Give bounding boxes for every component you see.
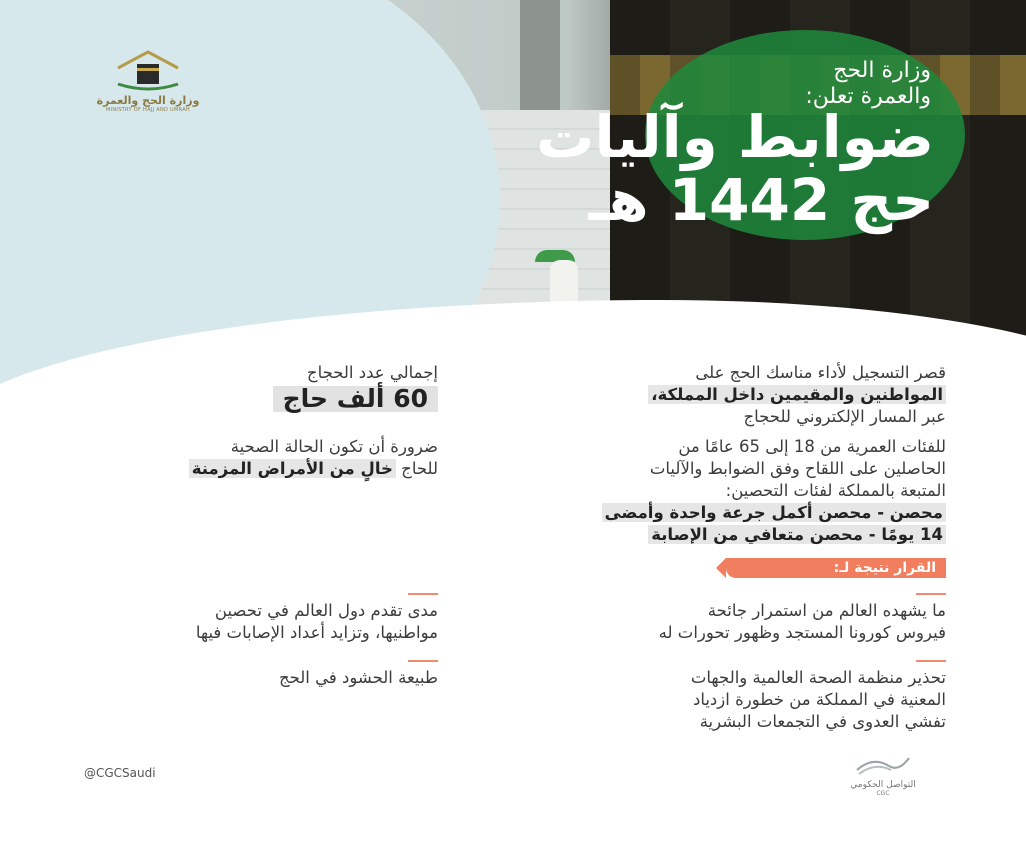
reason-item: [88, 667, 438, 689]
logo-arabic-text: وزارة الحج والعمرة: [96, 94, 200, 107]
text-line-bold: خالٍ من الأمراض المزمنة: [189, 459, 396, 478]
total-label: إجمالي عدد الحجاج: [306, 363, 438, 382]
divider: [916, 593, 946, 595]
text-line: الحاصلين على اللقاح وفق الضوابط والآليات: [649, 459, 946, 478]
text-line: للفئات العمرية من 18 إلى 65 عامًا من: [678, 437, 946, 456]
ministry-logo: [88, 48, 208, 113]
divider: [916, 660, 946, 662]
text-line-bold: المواطنين والمقيمين داخل المملكة،: [648, 385, 946, 404]
kaaba-logo-icon: [113, 48, 183, 94]
divider: [408, 593, 438, 595]
announce-line: وزارة الحج: [833, 58, 931, 83]
text-line: تفشي العدوى في التجمعات البشرية: [699, 712, 946, 731]
text-line: مواطنيها، وتزايد أعداد الإصابات فيها: [195, 623, 438, 642]
text-line: المتبعة بالمملكة لفئات التحصين:: [725, 481, 946, 500]
text-line: مدى تقدم دول العالم في تحصين: [214, 601, 438, 620]
text-line: قصر التسجيل لأداء مناسك الحج على: [695, 363, 946, 382]
health-requirement: [88, 436, 438, 480]
announce-line: والعمرة تعلن:: [805, 84, 931, 109]
total-pilgrims: [88, 362, 438, 413]
text-line: تحذير منظمة الصحة العالمية والجهات: [690, 668, 946, 687]
text-line: فيروس كورونا المستجد وظهور تحورات له: [658, 623, 946, 642]
divider: [408, 660, 438, 662]
reason-item: [506, 600, 946, 644]
text-line: المعنية في المملكة من خطورة ازدياد: [692, 690, 946, 709]
text-line: للحاج: [401, 459, 438, 478]
registration-info: [526, 362, 946, 428]
age-vaccine-info: [506, 436, 946, 546]
text-line-bold: محصن - محصن أكمل جرعة واحدة وأمضى: [602, 503, 946, 522]
cgc-english: CGC: [876, 790, 890, 797]
text-line: ضرورة أن تكون الحالة الصحية: [230, 437, 438, 456]
cgc-logo-icon: [853, 752, 913, 776]
text-line-bold: 14 يومًا - محصن متعافي من الإصابة: [648, 525, 946, 544]
text-line: ما يشهده العالم من استمرار جائحة: [707, 601, 946, 620]
reason-item: [506, 667, 946, 733]
text-line: طبيعة الحشود في الحج: [278, 668, 438, 687]
logo-english-text: MINISTRY OF HAJJ AND UMRAH: [106, 107, 190, 113]
decision-tag: القرار نتيجة لـ:: [726, 558, 946, 578]
page-subtitle: حج 1442 هـ: [588, 166, 934, 234]
cgc-logo: [828, 752, 938, 797]
social-handle: @CGCSaudi: [84, 766, 156, 780]
page-title: ضوابط وآليات: [536, 103, 934, 171]
text-line: عبر المسار الإلكتروني للحجاج: [743, 407, 946, 426]
reason-item: [88, 600, 438, 644]
pillar: [520, 0, 560, 110]
cgc-arabic: التواصل الحكومي: [850, 780, 916, 790]
total-value: 60 ألف حاج: [273, 386, 438, 412]
